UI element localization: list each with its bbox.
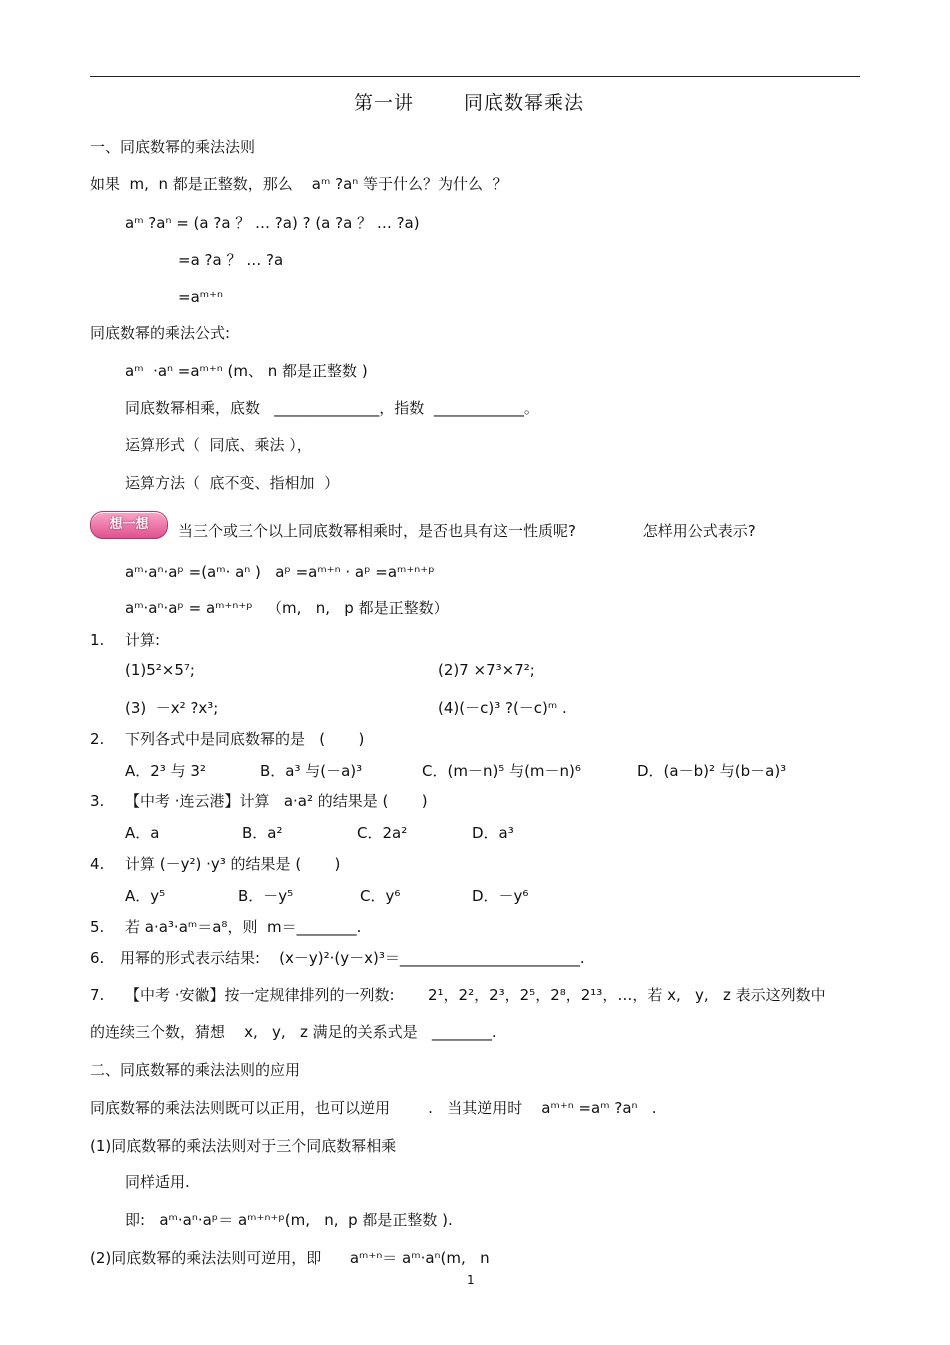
p4-option-c: C．y⁶ (360, 887, 401, 905)
p4-num: 4. (90, 855, 105, 873)
p1-text: 计算: (125, 631, 161, 649)
title-lesson: 第一讲 (354, 92, 415, 114)
page-number: 1 (467, 1273, 475, 1287)
p5-num: 5. (90, 918, 105, 936)
section2-intro: 同底数幂的乘法法则既可以正用，也可以逆用 . 当其逆用时 aᵐ⁺ⁿ =aᵐ ?aⁿ . (90, 1099, 657, 1117)
p2-option-c: C．(m－n)⁵ 与(m－n)⁶ (422, 762, 581, 780)
p1-d: (4)(－c)³ ?(－c)ᵐ . (438, 699, 567, 717)
p5-text: 若 a·a³·aᵐ＝a⁸，则 m＝________. (125, 918, 362, 936)
think-question: 当三个或三个以上同底数幂相乘时，是否也具有这一性质呢? 怎样用公式表示? (178, 522, 756, 540)
derivation-line-1: aᵐ ?aⁿ = (a ?a ？ … ?a) ? (a ?a ？ … ?a) (125, 214, 420, 232)
top-rule (90, 76, 860, 77)
formula-form: 运算形式（ 同底、乘法 ）， (125, 436, 312, 454)
p2-num: 2. (90, 730, 105, 748)
section1-heading: 一、同底数幂的乘法法则 (90, 138, 256, 156)
formula-rule-line: 同底数幂相乘，底数 ______________，指数 ____________。 (125, 399, 539, 417)
think-line-1: aᵐ·aⁿ·aᵖ =(aᵐ· aⁿ ) aᵖ =aᵐ⁺ⁿ · aᵖ =aᵐ⁺ⁿ⁺ᵖ (125, 563, 435, 581)
intro-question: 如果 m, n 都是正整数，那么 aᵐ ?aⁿ 等于什么？为什么 ？ (90, 175, 508, 193)
think-badge (90, 511, 168, 539)
derivation-line-3: =aᵐ⁺ⁿ (178, 288, 223, 306)
p2-option-b: B．a³ 与(－a)³ (260, 762, 363, 780)
p2-option-d: D．(a－b)² 与(b－a)³ (637, 762, 787, 780)
p1-a: (1)5²×5⁷; (125, 661, 195, 679)
p4-option-d: D．－y⁶ (472, 887, 529, 905)
section2-item1: (1)同底数幂的乘法法则对于三个同底数幂相乘 (90, 1137, 397, 1155)
p3-option-a: A．a (125, 824, 160, 842)
p1-c: (3) －x² ?x³; (125, 699, 219, 717)
formula-label: 同底数幂的乘法公式: (90, 324, 231, 342)
p6-text: 用幂的形式表示结果: (x－y)²·(y－x)³＝________________________. (120, 949, 585, 967)
p3-option-d: D．a³ (472, 824, 514, 842)
section2-item1-cont: 同样适用. (125, 1173, 190, 1191)
section2-heading: 二、同底数幂的乘法法则的应用 (90, 1061, 301, 1079)
p4-option-b: B．－y⁵ (238, 887, 294, 905)
p3-option-b: B．a² (242, 824, 283, 842)
p1-b: (2)7 ×7³×7²; (438, 661, 535, 679)
formula-expr: aᵐ ·aⁿ =aᵐ⁺ⁿ (m、 n 都是正整数 ) (125, 362, 368, 380)
think-line-2: aᵐ·aⁿ·aᵖ = aᵐ⁺ⁿ⁺ᵖ （m, n, p 都是正整数） (125, 599, 449, 617)
p2-option-a: A．2³ 与 3² (125, 762, 206, 780)
think-badge-label: 想一想 (109, 517, 149, 532)
p6-num: 6. (90, 949, 105, 967)
section2-item2: (2)同底数幂的乘法法则可逆用，即 aᵐ⁺ⁿ＝ aᵐ·aⁿ(m, n (90, 1249, 490, 1267)
section2-item1-formula: 即: aᵐ·aⁿ·aᵖ＝ aᵐ⁺ⁿ⁺ᵖ(m, n, p 都是正整数 ). (125, 1211, 453, 1229)
derivation-line-2: =a ?a ？ … ?a (178, 251, 284, 269)
p7-num: 7. (90, 986, 105, 1004)
p7-text: 【中考 ·安徽】按一定规律排列的一列数: 2¹，2²，2³，2⁵，2⁸，2¹³，…，若 x, y, z 表示这列数中 (125, 986, 826, 1004)
p4-option-a: A．y⁵ (125, 887, 166, 905)
p3-option-c: C．2a² (357, 824, 408, 842)
p4-text: 计算 (－y²) ·y³ 的结果是 ( ) (125, 855, 341, 873)
p2-text: 下列各式中是同底数幂的是 ( ) (125, 730, 365, 748)
p3-num: 3. (90, 792, 105, 810)
p1-num: 1. (90, 631, 105, 649)
p7-continuation: 的连续三个数，猜想 x, y, z 满足的关系式是 ________. (90, 1023, 497, 1041)
p3-text: 【中考 ·连云港】计算 a·a² 的结果是 ( ) (125, 792, 428, 810)
title-topic: 同底数幂乘法 (464, 92, 585, 114)
formula-method: 运算方法（ 底不变、指相加 ） (125, 474, 340, 492)
